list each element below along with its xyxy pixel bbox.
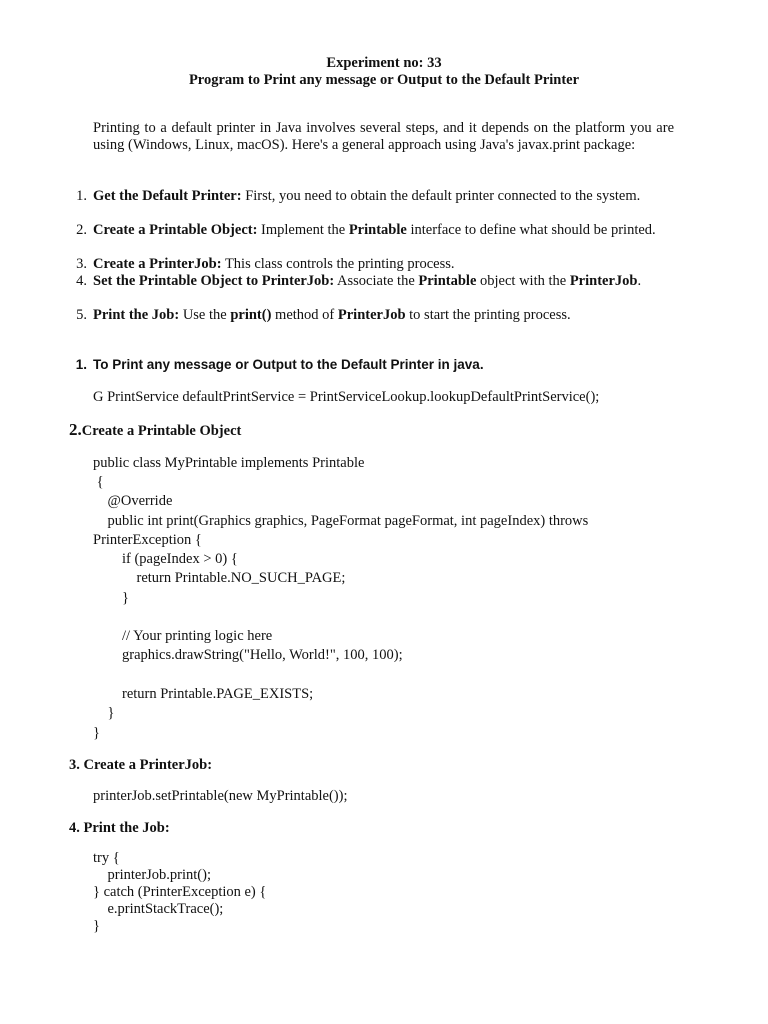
section-title: To Print any message or Output to the Default Printer in java. [93,357,484,372]
step-text: . [637,273,642,289]
section-4-heading: 4. Print the Job: [69,820,170,836]
code-line: printerJob.print(); [93,867,211,883]
step-text: Implement the [257,222,349,238]
experiment-number: Experiment no: 33 [326,55,442,71]
section-1-code: G PrintService defaultPrintService = PrintServiceLookup.lookupDefaultPrintService(); [93,389,600,405]
step-keyword: print() [230,307,272,323]
step-text: interface to define what should be printed. [406,222,656,238]
section-title: Create a Printable Object [81,423,242,439]
step-title: Get the Default Printer: [93,188,242,204]
code-line: { [93,474,104,490]
step-text: First, you need to obtain the default printer connected to the system. [241,188,641,204]
step-keyword: Printable [418,273,477,289]
code-line: return Printable.NO_SUCH_PAGE; [93,570,346,586]
step-text: This class controls the printing process. [221,256,455,272]
step-item-5 [76,307,674,324]
step-text: object with the [476,273,570,289]
step-number: 4. [76,273,87,289]
code-line: e.printStackTrace(); [93,901,224,917]
code-line: return Printable.PAGE_EXISTS; [93,686,314,702]
section-1-heading [75,356,484,374]
step-item-4 [76,273,674,290]
code-line: // Your printing logic here [93,628,273,644]
step-text: Use the [179,307,231,323]
code-line: } [93,590,129,606]
code-line: public class MyPrintable implements Printable [93,455,365,471]
code-line: @Override [93,493,173,509]
step-keyword: Printable [348,222,407,238]
code-line: if (pageIndex > 0) { [93,551,238,567]
step-item-1 [76,188,674,205]
intro-paragraph: Printing to a default printer in Java involves several steps, and it depends on the platform you are using (Windows, Linux, macOS). Here's a general approach using Java's javax.print package: [93,120,674,153]
section-number: 1. [75,357,87,372]
code-line: } catch (PrinterException e) { [93,884,267,900]
step-title: Create a PrinterJob: [93,256,222,272]
step-title: Create a Printable Object: [93,222,258,238]
code-line: } [93,918,100,934]
step-text: Associate the [334,273,419,289]
step-number: 2. [76,222,87,238]
step-title: Print the Job: [93,307,180,323]
step-keyword: PrinterJob [569,273,638,289]
step-number: 1. [76,188,87,204]
step-item-2 [76,222,674,239]
step-number: 5. [76,307,87,323]
section-3-code: printerJob.setPrintable(new MyPrintable()); [93,788,348,804]
section-2-heading [69,421,241,440]
code-line: try { [93,850,120,866]
step-title: Set the Printable Object to PrinterJob: [93,273,335,289]
code-line: } [93,705,115,721]
code-line: } [93,725,100,741]
step-keyword: PrinterJob [337,307,406,323]
step-number: 3. [76,256,87,272]
code-line: PrinterException { [93,532,202,548]
step-text: method of [271,307,338,323]
code-line: graphics.drawString("Hello, World!", 100, 100); [93,647,403,663]
section-3-heading: 3. Create a PrinterJob: [69,757,213,773]
step-text: to start the printing process. [405,307,571,323]
page-title: Program to Print any message or Output to the Default Printer [188,72,580,88]
section-number: 2. [69,420,82,439]
code-line: public int print(Graphics graphics, PageFormat pageFormat, int pageIndex) throws [93,513,589,529]
step-item-3 [76,256,674,273]
